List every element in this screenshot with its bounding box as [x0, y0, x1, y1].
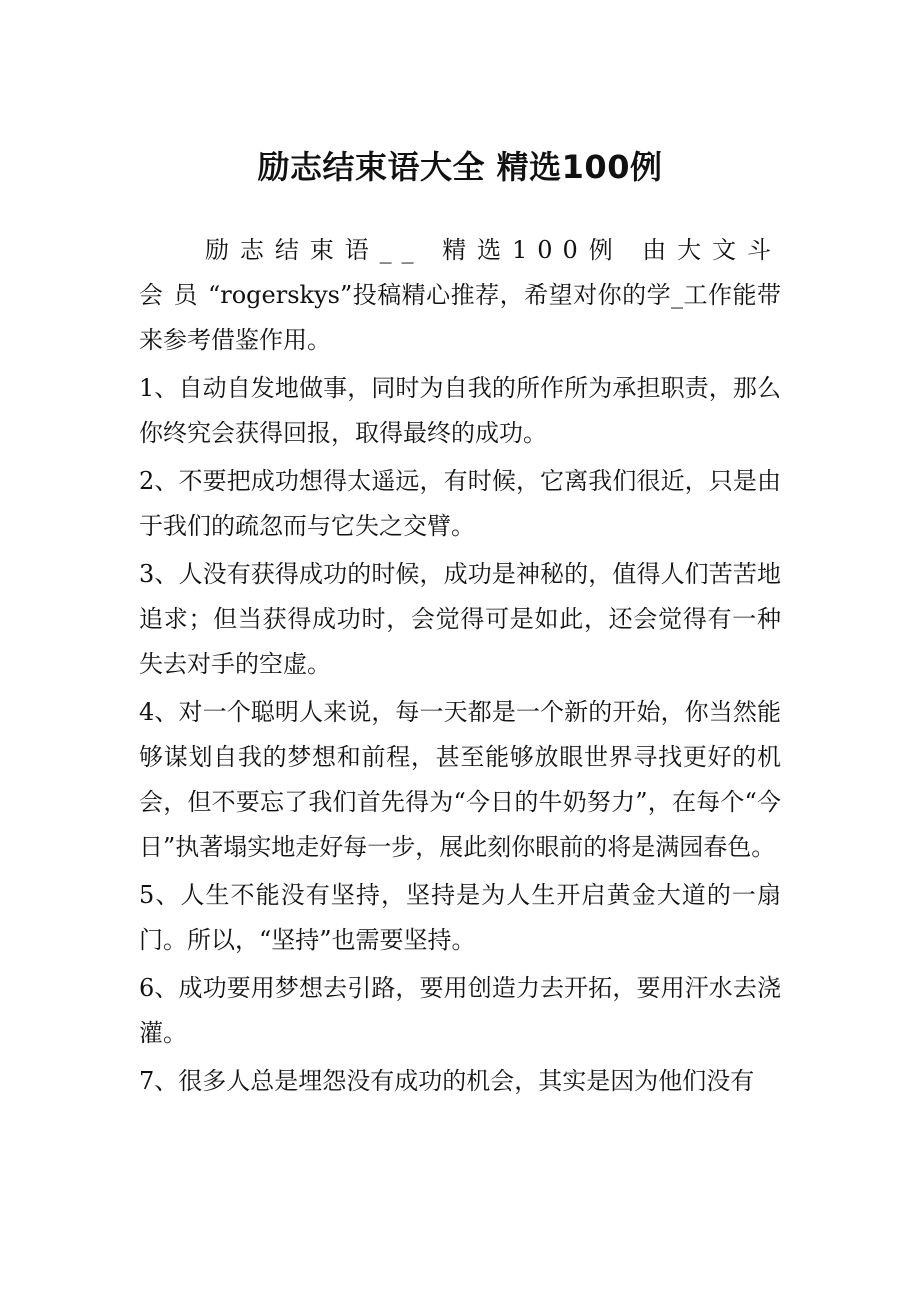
list-item-6: 6、成功要用梦想去引路，要用创造力去开拓，要用汗水去浇灌。 — [139, 974, 781, 1047]
list-item-5: 5、人生不能没有坚持，坚持是为人生开启黄金大道的一扇门。所以，“坚持”也需要坚持。 — [139, 881, 781, 954]
document-title: 励志结束语大全 精选100例 — [257, 148, 663, 186]
list-item-3: 3、人没有获得成功的时候，成功是神秘的，值得人们苦苦地追求；但当获得成功时，会觉得可是如此，还会觉得有一种失去对手的空虚。 — [139, 560, 781, 678]
list-item-1: 1、自动自发地做事，同时为自我的所作所为承担职责，那么你终究会获得回报，取得最终的成功。 — [139, 374, 781, 447]
list-item-4: 4、对一个聪明人来说，每一天都是一个新的开始，你当然能够谋划自我的梦想和前程，甚至能够放眼世界寻找更好的机会，但不要忘了我们首先得为“今日的牛奶努力”，在每个“今日”执著塌实地走好每一步，展此刻你眼前的将是满园春色。 — [139, 698, 781, 861]
intro-lead: 励志结束语__ 精选100例 由大文斗会员 — [139, 236, 781, 309]
list-item-7: 7、很多人总是埋怨没有成功的机会，其实是因为他们没有 — [139, 1067, 755, 1095]
intro-paragraph — [139, 228, 781, 363]
intro-rest: “rogerskys”投稿精心推荐，希望对你的学_工作能带来参考借鉴作用。 — [139, 281, 782, 354]
document-body — [139, 228, 781, 1107]
list-item-2: 2、不要把成功想得太遥远，有时候，它离我们很近，只是由于我们的疏忽而与它失之交臂。 — [139, 467, 781, 540]
